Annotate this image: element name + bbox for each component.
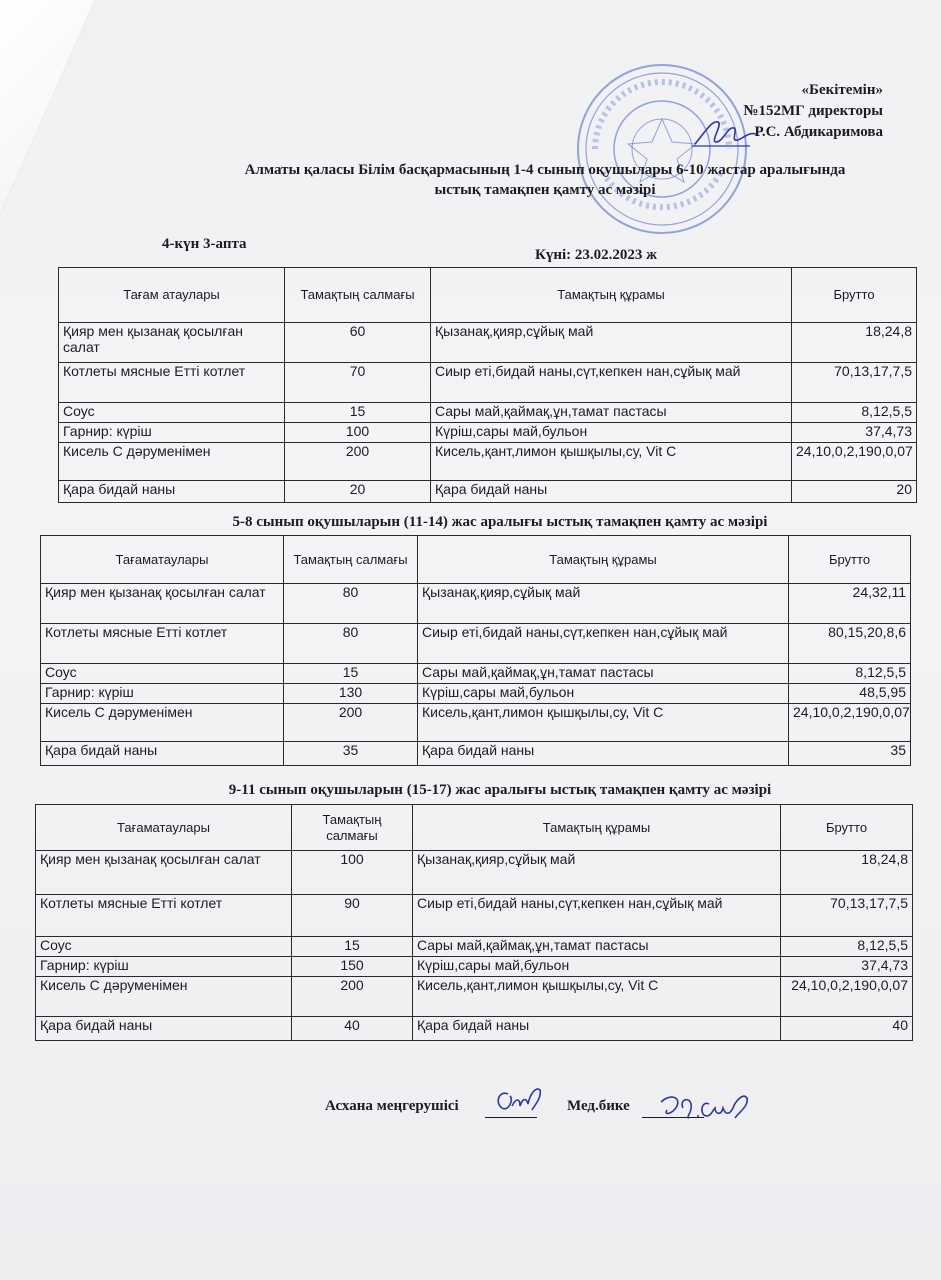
table-row: [41, 704, 911, 742]
table-row: [59, 403, 917, 423]
canteen-manager-label: Асхана меңгерушісі: [325, 1098, 459, 1114]
dish-weight: 130: [284, 684, 418, 704]
dish-name: Соус: [36, 937, 292, 957]
dish-composition: Кисель,қант,лимон қышқылы,су, Vit C: [413, 977, 781, 1017]
table-row: [36, 957, 913, 977]
dish-weight: 200: [285, 443, 431, 481]
dish-brutto: 20: [792, 481, 917, 503]
table-header-row: [59, 268, 917, 323]
dish-brutto: 37,4,73: [781, 957, 913, 977]
table-row: [36, 1017, 913, 1041]
dish-name: Гарнир: күріш: [41, 684, 284, 704]
approval-director-name: Р.С. Абдикаримова: [754, 124, 883, 140]
dish-weight: 200: [292, 977, 413, 1017]
dish-composition: Кисель,қант,лимон қышқылы,су, Vit C: [431, 443, 792, 481]
dish-name: Соус: [41, 664, 284, 684]
dish-composition: Қызанақ,қияр,сұйық май: [413, 851, 781, 895]
dish-brutto: 8,12,5,5: [792, 403, 917, 423]
header-brutto: Брутто: [781, 805, 913, 851]
director-signature: [690, 112, 760, 152]
header-composition: Тамақтың құрамы: [413, 805, 781, 851]
dish-name: Соус: [59, 403, 285, 423]
dish-name: Қара бидай наны: [59, 481, 285, 503]
menu-title: [150, 160, 940, 200]
table-row: [59, 363, 917, 403]
dish-brutto: 80,15,20,8,6: [789, 624, 911, 664]
header-weight: Тамақтың салмағы: [284, 536, 418, 584]
table-row: [59, 423, 917, 443]
dish-composition: Сары май,қаймақ,ұн,тамат пастасы: [413, 937, 781, 957]
dish-weight: 80: [284, 624, 418, 664]
header-weight: Тамақтың салмағы: [285, 268, 431, 323]
nurse-label: Мед.бике: [567, 1098, 630, 1114]
dish-brutto: 48,5,95: [789, 684, 911, 704]
header-dish-name: Тағам атаулары: [59, 268, 285, 323]
dish-weight: 60: [285, 323, 431, 363]
dish-weight: 15: [285, 403, 431, 423]
dish-name: Гарнир: күріш: [36, 957, 292, 977]
dish-weight: 100: [292, 851, 413, 895]
dish-brutto: 37,4,73: [792, 423, 917, 443]
dish-composition: Қызанақ,қияр,сұйық май: [431, 323, 792, 363]
dish-composition: Қызанақ,қияр,сұйық май: [418, 584, 789, 624]
dish-name: Кисель С дәруменімен: [36, 977, 292, 1017]
dish-weight: 200: [284, 704, 418, 742]
dish-brutto: 70,13,17,7,5: [781, 895, 913, 937]
table-header-row: [36, 805, 913, 851]
dish-composition: Сиыр еті,бидай наны,сүт,кепкен нан,сұйық май: [431, 363, 792, 403]
dish-brutto: 35: [789, 742, 911, 766]
dish-weight: 35: [284, 742, 418, 766]
table-row: [59, 443, 917, 481]
dish-brutto: 70,13,17,7,5: [792, 363, 917, 403]
dish-name: Котлеты мясные Етті котлет: [36, 895, 292, 937]
dish-composition: Сары май,қаймақ,ұн,тамат пастасы: [431, 403, 792, 423]
header-dish-name: Тағаматаулары: [36, 805, 292, 851]
dish-brutto: 24,10,0,2,190,0,07: [781, 977, 913, 1017]
header-composition: Тамақтың құрамы: [431, 268, 792, 323]
caption-grades-5-8: 5-8 сынып оқушыларын (11-14) жас аралығы ыстық тамақпен қамту ас мәзірі: [232, 514, 768, 530]
table-row: [36, 937, 913, 957]
header-dish-name: Тағаматаулары: [41, 536, 284, 584]
nurse-signature: [655, 1088, 765, 1128]
dish-composition: Қара бидай наны: [413, 1017, 781, 1041]
table-row: [41, 742, 911, 766]
table-row: [59, 323, 917, 363]
approval-heading: «Бекітемін»: [801, 82, 883, 98]
dish-brutto: 8,12,5,5: [789, 664, 911, 684]
date: Күні: 23.02.2023 ж: [535, 247, 658, 263]
dish-brutto: 18,24,8: [781, 851, 913, 895]
menu-title-line1: Алматы қаласы Білім басқармасының 1-4 сынып оқушылары 6-10 жастар аралығында: [244, 162, 846, 178]
dish-composition: Кисель,қант,лимон қышқылы,су, Vit C: [418, 704, 789, 742]
menu-table-grades-5-8: [40, 535, 911, 766]
dish-brutto: 40: [781, 1017, 913, 1041]
dish-composition: Күріш,сары май,бульон: [418, 684, 789, 704]
table-row: [41, 684, 911, 704]
header-brutto: Брутто: [792, 268, 917, 323]
dish-name: Котлеты мясные Етті котлет: [41, 624, 284, 664]
header-composition: Тамақтың құрамы: [418, 536, 789, 584]
header-brutto: Брутто: [789, 536, 911, 584]
dish-weight: 20: [285, 481, 431, 503]
dish-brutto: 18,24,8: [792, 323, 917, 363]
dish-name: Қара бидай наны: [36, 1017, 292, 1041]
table-row: [36, 895, 913, 937]
dish-weight: 150: [292, 957, 413, 977]
menu-table-grades-9-11: [35, 804, 913, 1041]
dish-name: Гарнир: күріш: [59, 423, 285, 443]
menu-title-line2: ыстық тамақпен қамту ас мәзірі: [434, 182, 656, 198]
canteen-manager-signature: [490, 1080, 550, 1120]
dish-weight: 90: [292, 895, 413, 937]
dish-name: Қияр мен қызанақ қосылған салат: [41, 584, 284, 624]
dish-composition: Сиыр еті,бидай наны,сүт,кепкен нан,сұйық май: [413, 895, 781, 937]
dish-composition: Күріш,сары май,бульон: [413, 957, 781, 977]
dish-brutto: 24,10,0,2,190,0,07: [792, 443, 917, 481]
table-row: [59, 481, 917, 503]
table-row: [41, 584, 911, 624]
dish-weight: 70: [285, 363, 431, 403]
dish-name: Кисель С дәруменімен: [41, 704, 284, 742]
header-weight: Тамақтың салмағы: [292, 805, 413, 851]
dish-name: Кисель С дәруменімен: [59, 443, 285, 481]
table-row: [36, 851, 913, 895]
approval-block: [743, 80, 883, 143]
dish-composition: Сары май,қаймақ,ұн,тамат пастасы: [418, 664, 789, 684]
dish-brutto: 8,12,5,5: [781, 937, 913, 957]
dish-weight: 15: [292, 937, 413, 957]
menu-table-grades-1-4: [58, 267, 917, 503]
dish-composition: Қара бидай наны: [431, 481, 792, 503]
approval-position: №152МГ директоры: [743, 103, 883, 119]
dish-brutto: 24,10,0,2,190,0,07: [789, 704, 911, 742]
dish-weight: 100: [285, 423, 431, 443]
table-header-row: [41, 536, 911, 584]
dish-name: Қара бидай наны: [41, 742, 284, 766]
dish-weight: 80: [284, 584, 418, 624]
dish-composition: Қара бидай наны: [418, 742, 789, 766]
day-week: 4-күн 3-апта: [162, 236, 247, 252]
dish-name: Котлеты мясные Етті котлет: [59, 363, 285, 403]
caption-grades-9-11: 9-11 сынып оқушыларын (15-17) жас аралығы ыстық тамақпен қамту ас мәзірі: [228, 782, 772, 798]
table-row: [41, 624, 911, 664]
dish-composition: Сиыр еті,бидай наны,сүт,кепкен нан,сұйық май: [418, 624, 789, 664]
table-row: [36, 977, 913, 1017]
dish-composition: Күріш,сары май,бульон: [431, 423, 792, 443]
dish-brutto: 24,32,11: [789, 584, 911, 624]
dish-name: Қияр мен қызанақ қосылған салат: [36, 851, 292, 895]
dish-weight: 40: [292, 1017, 413, 1041]
dish-name: Қияр мен қызанақ қосылған салат: [59, 323, 285, 363]
dish-weight: 15: [284, 664, 418, 684]
table-row: [41, 664, 911, 684]
